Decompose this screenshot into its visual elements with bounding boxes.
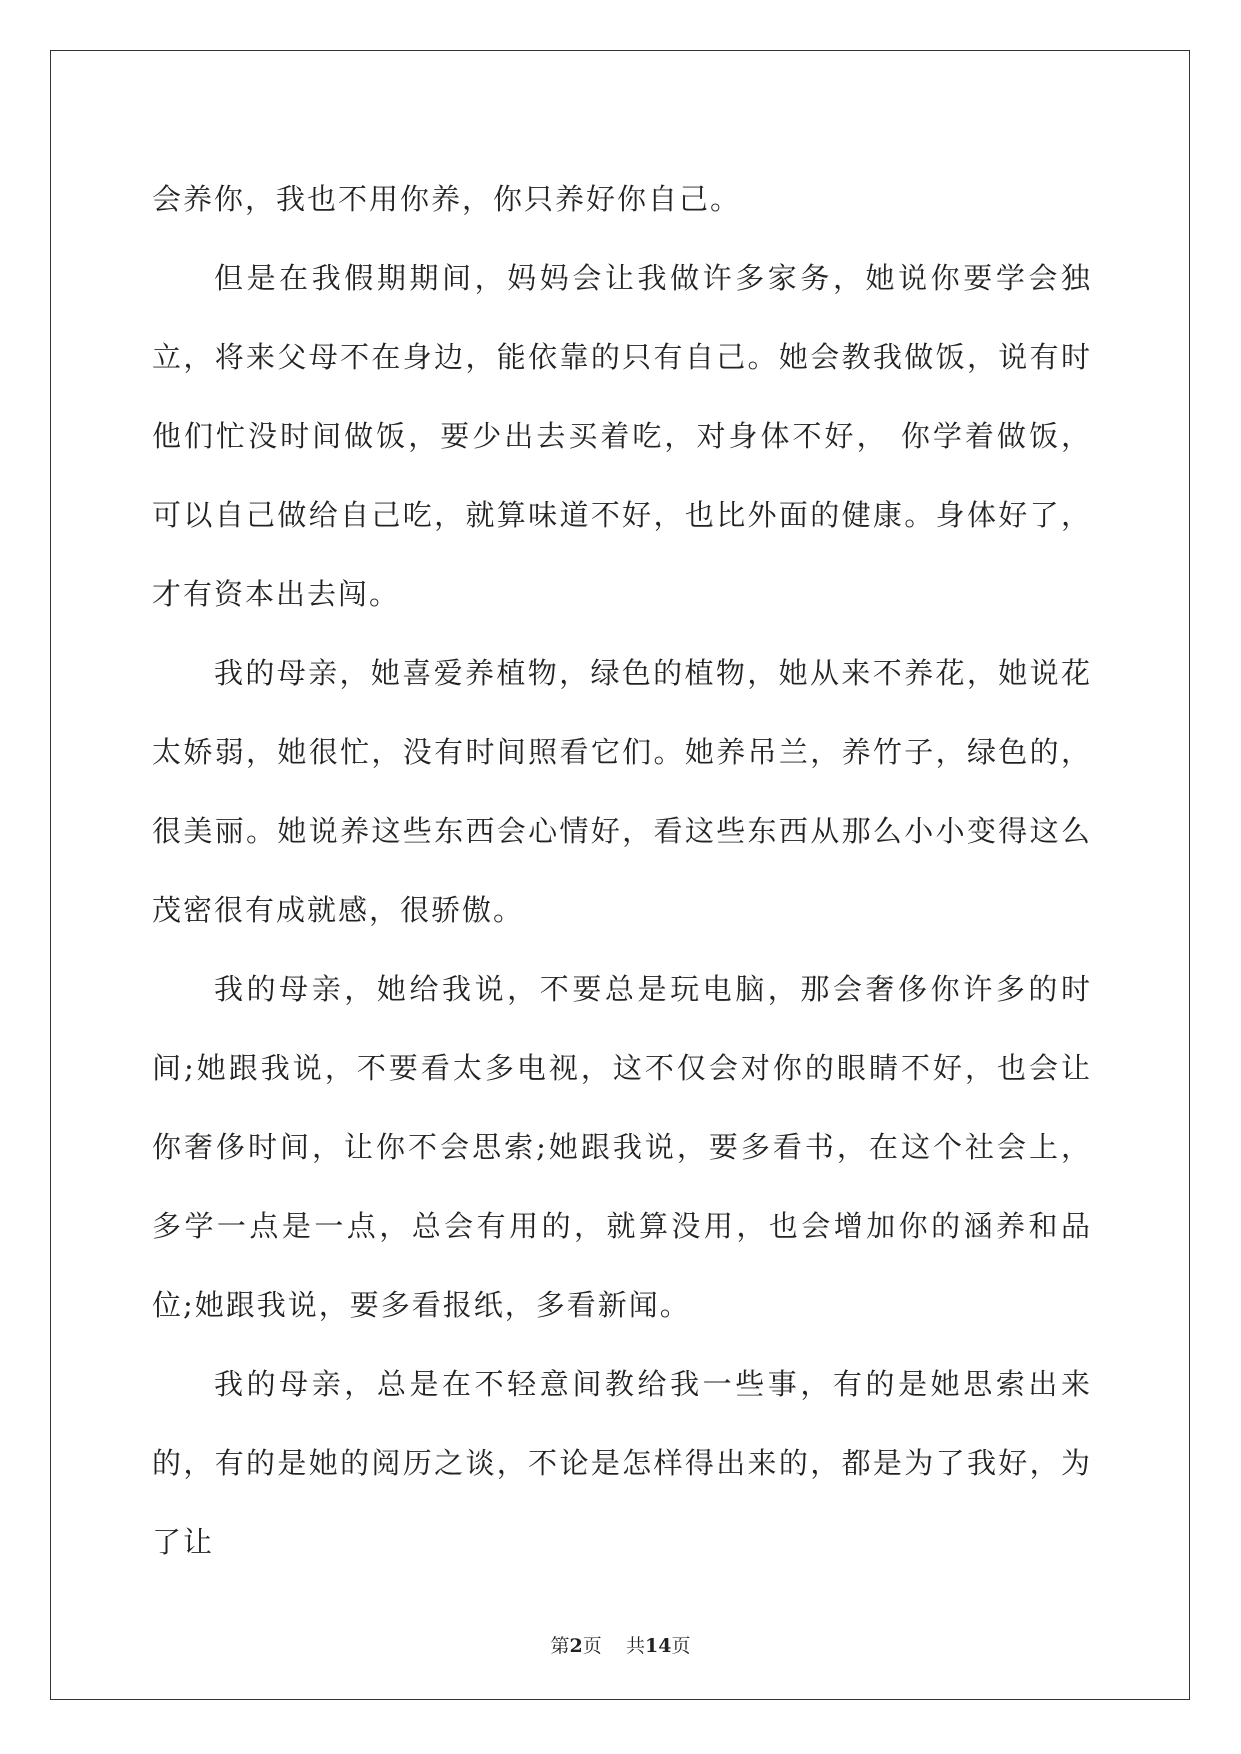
total-suffix: 页 <box>671 1635 691 1657</box>
paragraph-2: 但是在我假期期间，妈妈会让我做许多家务，她说你要学会独立，将来父母不在身边，能依靠的只有自己。她会教我做饭，说有时他们忙没时间做饭，要少出去买着吃，对身体不好， 你学着做饭，可以自己做给自己吃，就算味道不好，也比外面的健康。身体好了，才有资本出去闯。 <box>152 261 1092 611</box>
page-suffix: 页 <box>582 1635 602 1657</box>
total-prefix: 共 <box>625 1635 645 1657</box>
paragraph-3: 我的母亲，她喜爱养植物，绿色的植物，她从来不养花，她说花太娇弱，她很忙，没有时间照看它们。她养吊兰，养竹子，绿色的，很美丽。她说养这些东西会心情好，看这些东西从那么小小变得这么茂密很有成就感，很骄傲。 <box>152 656 1092 927</box>
document-body <box>152 160 1092 1582</box>
paragraph-1: 会养你，我也不用你养，你只养好你自己。 <box>152 182 742 216</box>
page-footer <box>0 1631 1241 1658</box>
page-number: 2 <box>569 1635 583 1657</box>
total-pages: 14 <box>644 1635 672 1657</box>
paragraph-4: 我的母亲，她给我说，不要总是玩电脑，那会奢侈你许多的时间;她跟我说，不要看太多电视，这不仅会对你的眼睛不好，也会让你奢侈时间，让你不会思索;她跟我说，要多看书，在这个社会上，多学一点是一点，总会有用的，就算没用，也会增加你的涵养和品位;她跟我说，要多看报纸，多看新闻。 <box>152 972 1092 1322</box>
page-prefix: 第 <box>550 1635 570 1657</box>
paragraph-5: 我的母亲，总是在不轻意间教给我一些事，有的是她思索出来的，有的是她的阅历之谈，不论是怎样得出来的，都是为了我好，为了让 <box>152 1367 1092 1559</box>
